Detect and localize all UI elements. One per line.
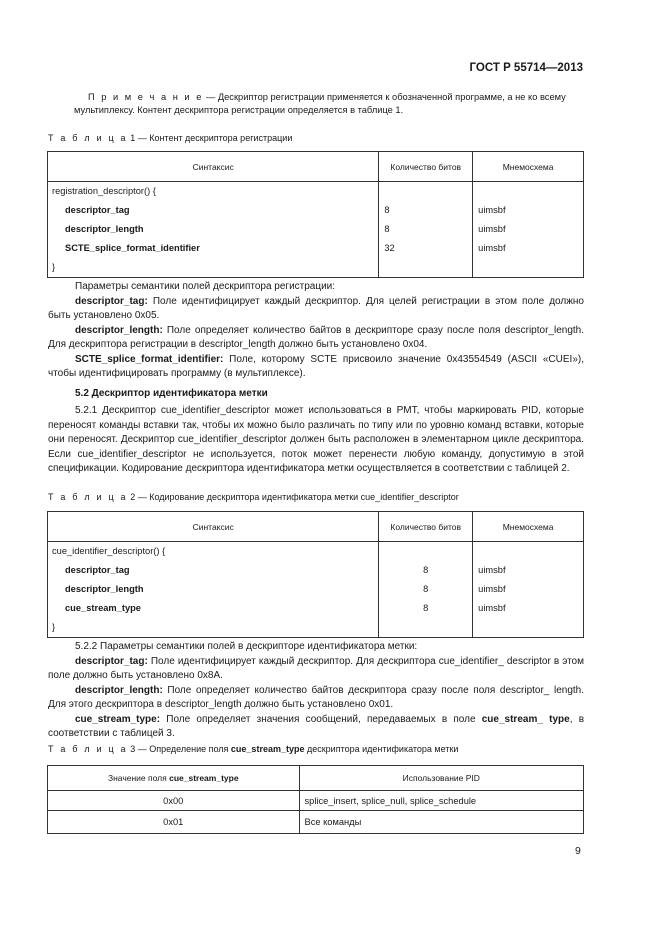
table3-caption-text: 3 — Определение поля <box>127 744 231 754</box>
semantics2-item <box>48 713 584 742</box>
semantics2-intro: 5.2.2 Параметры семантики полей в дескрипторе идентификатора метки: <box>75 641 418 652</box>
table2-syntax-column <box>48 542 379 638</box>
table1-header-bits: Количество битов <box>379 152 473 182</box>
table1-row-mnemonic: uimsbf <box>478 243 506 253</box>
semantics2-item <box>48 655 584 684</box>
definition: Поле, которому SCTE присвоило значение 0x43554549 (ASCII «CUEI»), чтобы идентифицировать программу (в мультиплексе). <box>48 353 584 379</box>
table2-header-mnemonic: Мнемосхема <box>473 512 584 542</box>
term: cue_stream_ type <box>481 713 570 725</box>
table1-header-syntax: Синтаксис <box>48 152 379 182</box>
definition: , в соответствии с таблицей 3. <box>48 713 585 739</box>
document-id: ГОСТ Р 55714—2013 <box>469 62 583 74</box>
table2-close-line: } <box>52 622 56 632</box>
note-paragraph <box>74 91 584 117</box>
table2-header-bits: Количество битов <box>379 512 473 542</box>
table3-header-value <box>48 766 300 791</box>
table1-row-bits: 32 <box>384 243 395 253</box>
table1-syntax-column <box>48 182 379 278</box>
section52-paragraph: 5.2.1 Дескриптор cue_identifier_descriptor может использоваться в PMT, чтобы маркировать PID, которые переносят команды вставки так, чтобы их можно было различать по типу или по уровню команд вставки, которые они переносят. Дескриптор cue_identifier_descriptor должен быть расположен в элементарном цикле дескриптора. Если cue_identifier_descriptor не используется, поток может перенести любую команду, допустимую в этой спецификации. Кодирование дескриптора идентификатора метки осуществляется в соответствии с таблицей 2. <box>48 405 584 474</box>
semantics1-item <box>48 353 584 382</box>
semantics1-block <box>48 280 584 477</box>
note-label: П р и м е ч а н и е <box>88 92 204 102</box>
semantics1-item <box>48 324 584 353</box>
table3-header-usage: Использование PID <box>299 766 583 791</box>
table1-mnemonic-column <box>473 182 584 278</box>
table2-row-name: descriptor_length <box>65 584 144 594</box>
semantics1-intro: Параметры семантики полей дескриптора регистрации: <box>75 281 336 292</box>
table1-row-mnemonic: uimsbf <box>478 205 506 215</box>
table2-row-name: cue_stream_type <box>65 603 141 613</box>
table3-row-usage: splice_insert, splice_null, splice_schedule <box>299 791 583 811</box>
definition: Поле определяет значения сообщений, передаваемых в поле <box>160 713 482 725</box>
table1-open-line: registration_descriptor() { <box>52 186 156 196</box>
term: cue_stream_type: <box>75 713 161 725</box>
table2-row-bits: 8 <box>423 603 429 613</box>
table3-row-value: 0x00 <box>48 791 300 811</box>
semantics2-block <box>48 640 584 742</box>
table3-caption <box>48 744 458 754</box>
table1-row-name: descriptor_tag <box>65 205 130 215</box>
table2-bits-column <box>379 542 473 638</box>
table1-header-mnemonic: Мнемосхема <box>473 152 584 182</box>
table2-row-bits: 8 <box>423 584 429 594</box>
table2-mnemonic-column <box>473 542 584 638</box>
table3-caption-label: Т а б л и ц а <box>48 744 128 754</box>
table1-caption <box>48 133 292 143</box>
table2-row-name: descriptor_tag <box>65 565 130 575</box>
table2-row-mnemonic: uimsbf <box>478 603 506 613</box>
table1-row-bits: 8 <box>384 224 390 234</box>
table2-open-line: cue_identifier_descriptor() { <box>52 546 166 556</box>
table3-caption-term: cue_stream_type <box>230 744 305 754</box>
table1-close-line: } <box>52 262 56 272</box>
table3-row-usage: Все команды <box>299 811 583 834</box>
table3 <box>47 765 584 834</box>
table2-caption-text: 2 — Кодирование дескриптора идентификатора метки cue_identifier_descriptor <box>127 492 459 502</box>
table1-caption-label: Т а б л и ц а <box>48 133 128 143</box>
term: descriptor_tag: <box>75 655 148 667</box>
table2-caption-label: Т а б л и ц а <box>48 492 128 502</box>
semantics1-item <box>48 295 584 324</box>
table2-row-mnemonic: uimsbf <box>478 584 506 594</box>
table2-caption <box>48 492 459 502</box>
definition: Поле определяет количество байтов в дескрипторе сразу после поля descriptor_length. Для дескриптора регистрации в descriptor_length должно быть установлено 0x04. <box>48 324 584 350</box>
definition: Поле идентифицирует каждый дескриптор. Для дескриптора cue_identifier_ descriptor в этом поле должно быть установлено 0x8A. <box>48 655 584 681</box>
term: descriptor_length: <box>75 324 163 336</box>
section-heading: 5.2 Дескриптор идентификатора метки <box>75 387 268 399</box>
table3-caption-text-end: дескриптора идентификатора метки <box>304 744 459 754</box>
table1-caption-text: 1 — Контент дескриптора регистрации <box>127 133 293 143</box>
header-prefix: Значение поля <box>107 773 170 783</box>
table2-header-syntax: Синтаксис <box>48 512 379 542</box>
definition: Поле определяет количество байтов дескриптора сразу после поля descriptor_ length. Для этого дескриптора в descriptor_length должно быть установлено 0x01. <box>48 684 584 710</box>
term: descriptor_tag: <box>75 295 148 307</box>
table1-row-name: SCTE_splice_format_identifier <box>65 243 200 253</box>
table1-bits-column <box>379 182 473 278</box>
table1-row-name: descriptor_length <box>65 224 144 234</box>
table1-row-bits: 8 <box>384 205 390 215</box>
table2-row-mnemonic: uimsbf <box>478 565 506 575</box>
note-text: — Дескриптор регистрации применяется к обозначенной программе, а не ко всему мультиплексу. Контент дескриптора регистрации определяется в таблице 1. <box>74 92 566 115</box>
term: SCTE_splice_format_identifier: <box>75 353 224 365</box>
table3-row-value: 0x01 <box>48 811 300 834</box>
table2 <box>47 511 584 638</box>
definition: Поле идентифицирует каждый дескриптор. Для целей регистрации в этом поле должно быть установлено 0x05. <box>48 295 584 321</box>
term: descriptor_length: <box>75 684 163 696</box>
table1 <box>47 151 584 278</box>
table1-row-mnemonic: uimsbf <box>478 224 506 234</box>
semantics2-item <box>48 684 584 713</box>
header-term: cue_stream_type <box>169 773 239 783</box>
table2-row-bits: 8 <box>423 565 429 575</box>
page-number: 9 <box>575 845 581 857</box>
